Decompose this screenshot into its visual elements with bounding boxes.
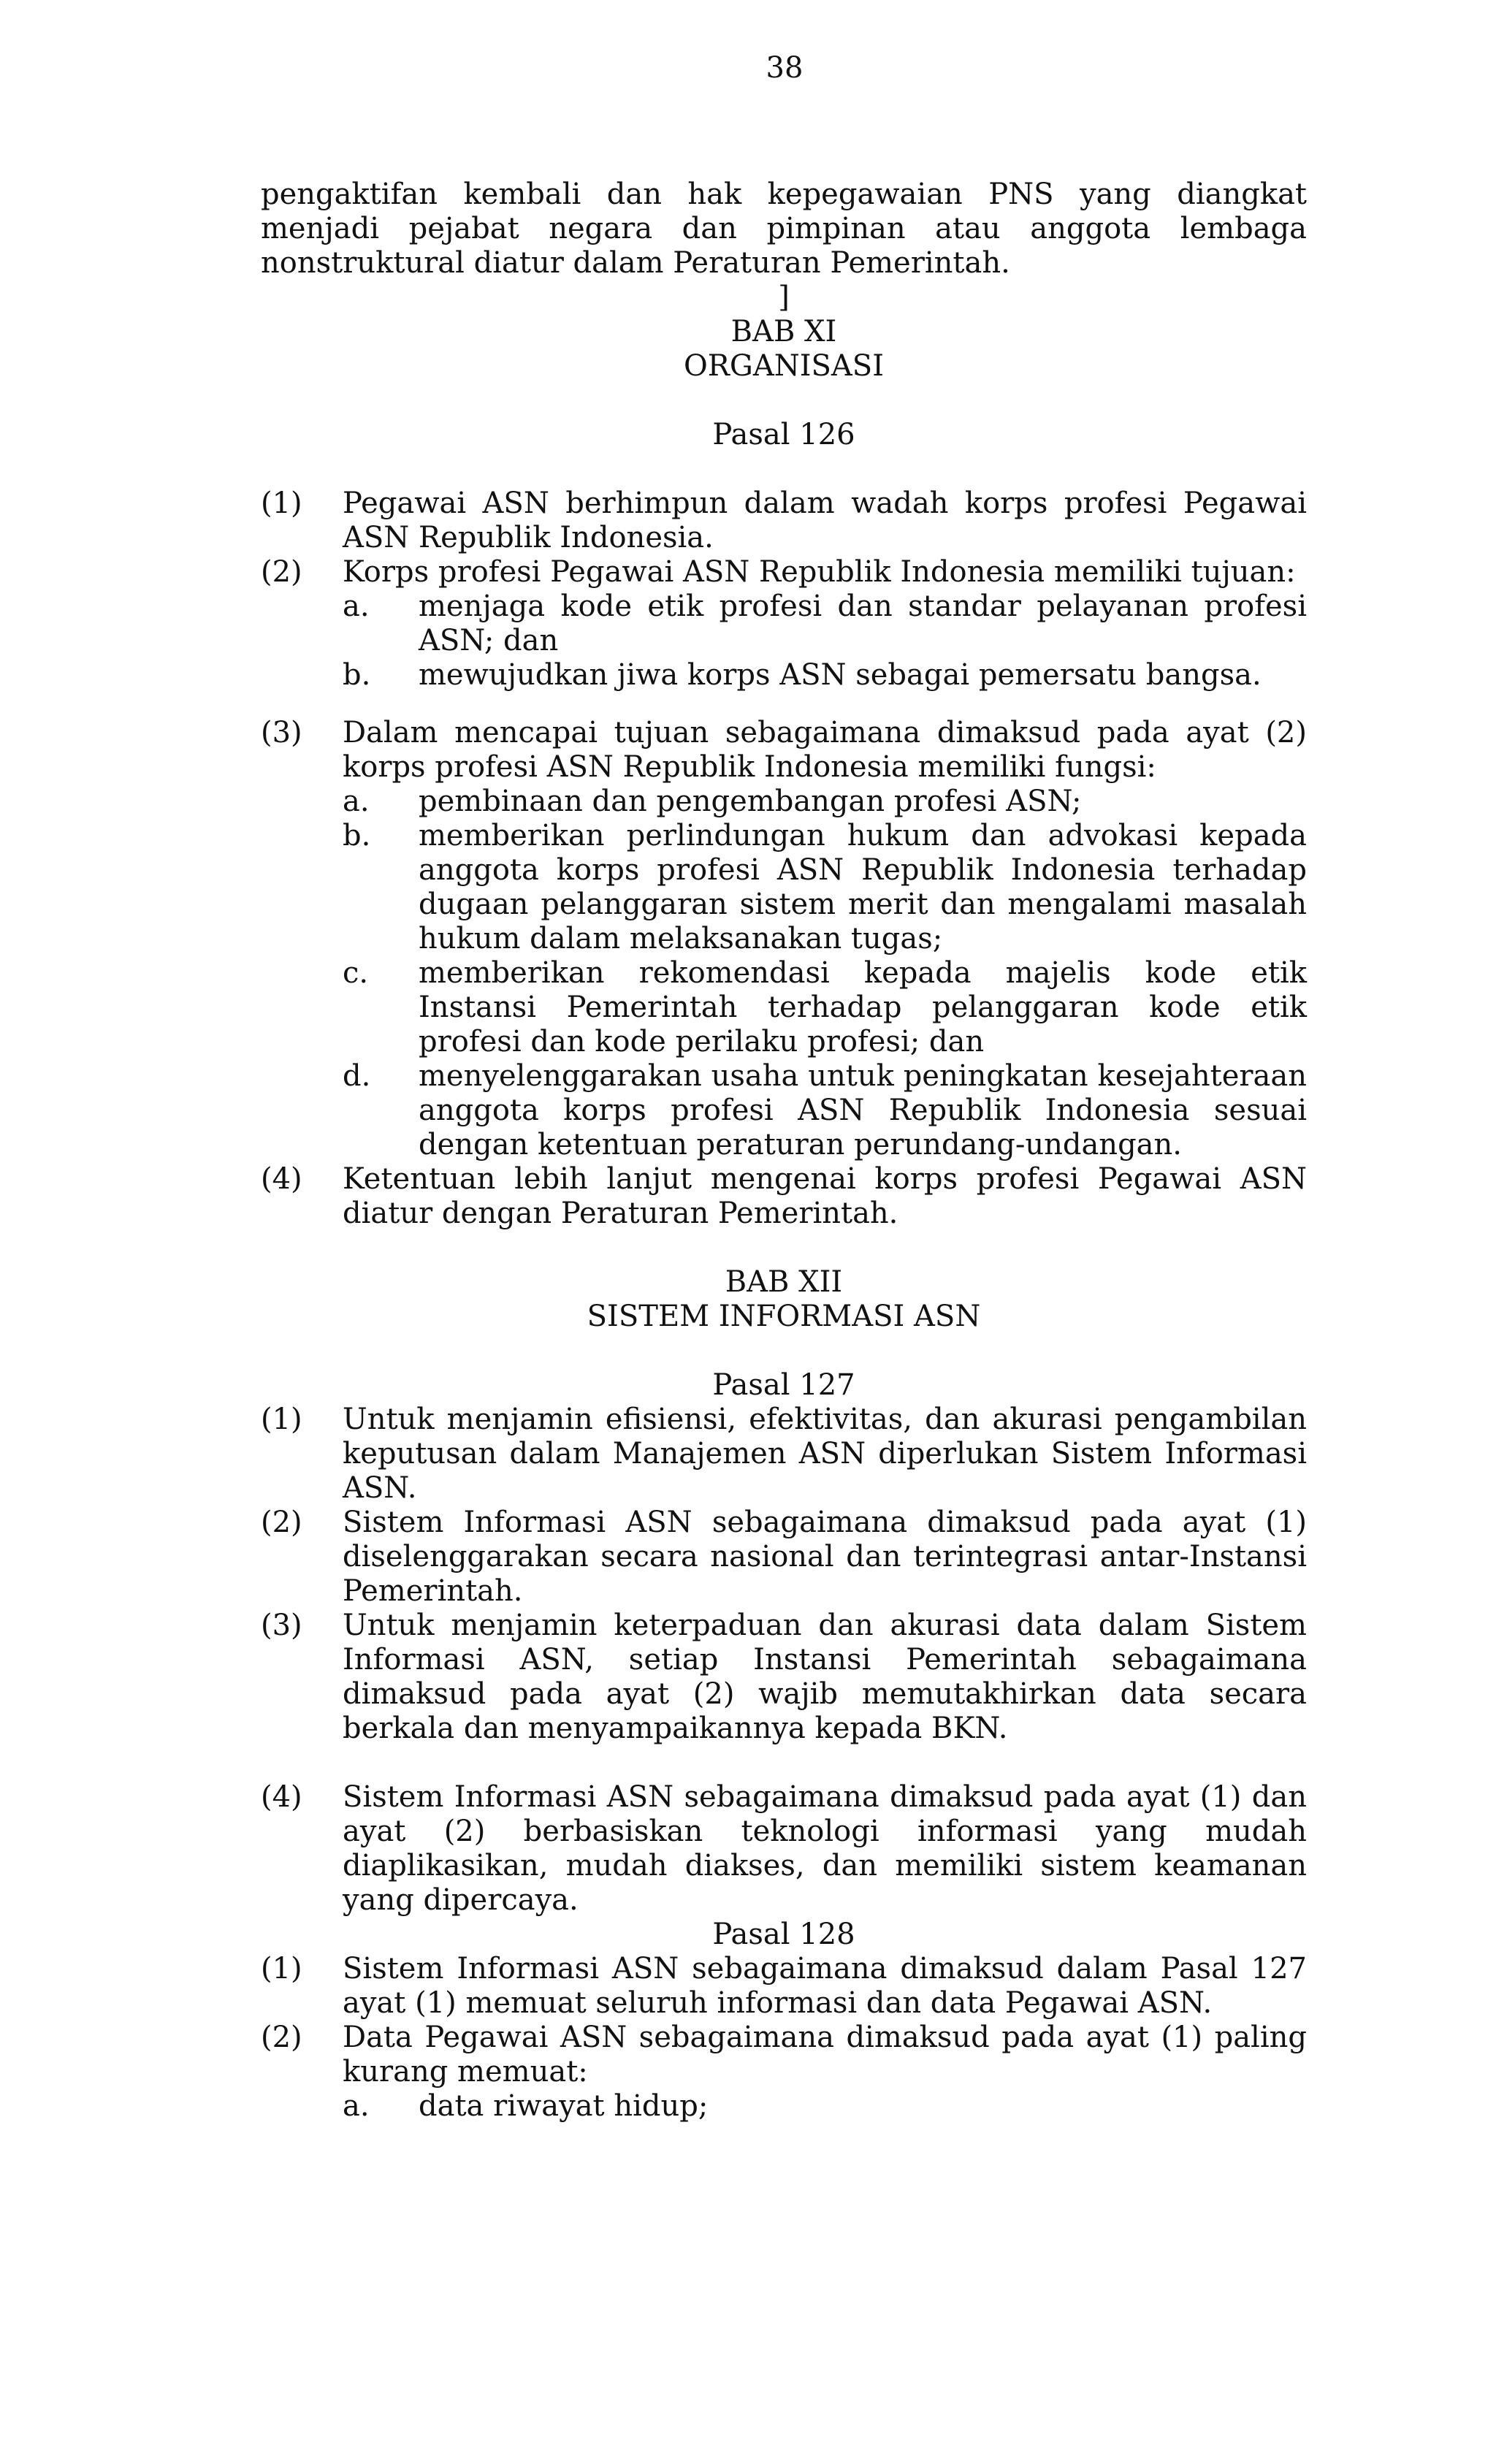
item-text: Sistem Informasi ASN sebagaimana dimaksud dalam Pasal 127 ayat (1) memuat seluruh informasi dan data Pegawai ASN. — [343, 1952, 1307, 2020]
item-number: (4) — [261, 1780, 302, 1814]
article-126-item-1 — [261, 487, 1307, 555]
article-126-item-3-sub-c — [343, 956, 1307, 1059]
article-heading-127: Pasal 127 — [712, 1368, 855, 1402]
chapter-heading-xii: BAB XII — [725, 1265, 843, 1299]
article-126-item-2-sub-b — [343, 658, 1307, 693]
article-127-item-1 — [261, 1403, 1307, 1506]
sub-text: mewujudkan jiwa korps ASN sebagai pemersatu bangsa. — [419, 658, 1262, 692]
sub-text: memberikan rekomendasi kepada majelis kode etik Instansi Pemerintah terhadap pelanggaran kode etik profesi dan kode perilaku profesi; dan — [419, 956, 1307, 1059]
item-number: (3) — [261, 1609, 302, 1642]
item-text: Untuk menjamin keterpaduan dan akurasi data dalam Sistem Informasi ASN, setiap Instansi Pemerintah sebagaimana dimaksud pada ayat (2) wajib memutakhirkan data secara berkala dan menyampaikannya kepada BKN. — [343, 1609, 1307, 1745]
intro-paragraph: pengaktifan kembali dan hak kepegawaian PNS yang diangkat menjadi pejabat negara dan pimpinan atau anggota lembaga nonstruktural diatur dalam Peraturan Pemerintah. — [261, 178, 1307, 280]
article-heading-128: Pasal 128 — [712, 1918, 855, 1951]
chapter-title-xii: SISTEM INFORMASI ASN — [587, 1300, 981, 1333]
article-128-item-2-sub-a — [343, 2089, 1307, 2124]
sub-letter: d. — [343, 1059, 371, 1093]
sub-text: memberikan perlindungan hukum dan advokasi kepada anggota korps profesi ASN Republik Indonesia terhadap dugaan pelanggaran sistem merit dan mengalami masalah hukum dalam melaksanakan tugas; — [419, 819, 1307, 956]
chapter-heading-xi: BAB XI — [730, 315, 837, 348]
item-text: Ketentuan lebih lanjut mengenai korps profesi Pegawai ASN diatur dengan Peraturan Pemerintah. — [343, 1162, 1307, 1230]
sub-text: menyelenggarakan usaha untuk peningkatan kesejahteraan anggota korps profesi ASN Republik Indonesia sesuai dengan ketentuan peraturan perundang-undangan. — [419, 1059, 1307, 1162]
article-126-item-3 — [261, 716, 1307, 785]
article-128-item-2 — [261, 2021, 1307, 2089]
article-127-item-2 — [261, 1506, 1307, 1609]
article-127-item-4 — [261, 1780, 1307, 1918]
item-number: (3) — [261, 716, 302, 750]
bracket-mark: ] — [778, 281, 790, 314]
article-126-item-2-sub-a — [343, 590, 1307, 658]
sub-text: pembinaan dan pengembangan profesi ASN; — [419, 785, 1082, 818]
item-number: (1) — [261, 1952, 302, 1986]
item-text: Dalam mencapai tujuan sebagaimana dimaksud pada ayat (2) korps profesi ASN Republik Indonesia memiliki fungsi: — [343, 716, 1307, 784]
article-126-item-2 — [261, 555, 1307, 590]
page-content — [261, 178, 1307, 2124]
item-number: (2) — [261, 1506, 302, 1539]
sub-letter: c. — [343, 956, 369, 990]
sub-letter: a. — [343, 2089, 370, 2123]
page-number: 38 — [766, 51, 804, 85]
item-text: Data Pegawai ASN sebagaimana dimaksud pada ayat (1) paling kurang memuat: — [343, 2021, 1307, 2089]
article-126-item-3-sub-a — [343, 785, 1307, 819]
item-number: (2) — [261, 2021, 302, 2054]
article-126-item-3-sub-b — [343, 819, 1307, 956]
sub-letter: b. — [343, 819, 371, 853]
item-text: Korps profesi Pegawai ASN Republik Indonesia memiliki tujuan: — [343, 555, 1296, 589]
item-text: Untuk menjamin efisiensi, efektivitas, dan akurasi pengambilan keputusan dalam Manajemen ASN diperlukan Sistem Informasi ASN. — [343, 1403, 1307, 1505]
article-126-item-4 — [261, 1162, 1307, 1231]
sub-letter: a. — [343, 785, 370, 818]
article-126-item-3-sub-d — [343, 1059, 1307, 1162]
article-heading-126: Pasal 126 — [712, 418, 855, 451]
item-text: Sistem Informasi ASN sebagaimana dimaksud pada ayat (1) dan ayat (2) berbasiskan teknologi informasi yang mudah diaplikasikan, mudah diakses, dan memiliki sistem keamanan yang dipercaya. — [343, 1780, 1307, 1917]
item-text: Sistem Informasi ASN sebagaimana dimaksud pada ayat (1) diselenggarakan secara nasional dan terintegrasi antar-Instansi Pemerintah. — [343, 1506, 1307, 1608]
article-127-item-3 — [261, 1609, 1307, 1746]
chapter-title-xi: ORGANISASI — [683, 349, 885, 383]
article-128-item-1 — [261, 1952, 1307, 2021]
item-number: (1) — [261, 487, 302, 520]
item-number: (4) — [261, 1162, 302, 1196]
item-number: (2) — [261, 555, 302, 589]
sub-letter: b. — [343, 658, 371, 692]
item-number: (1) — [261, 1403, 302, 1436]
sub-text: data riwayat hidup; — [419, 2089, 709, 2123]
sub-text: menjaga kode etik profesi dan standar pelayanan profesi ASN; dan — [419, 590, 1307, 657]
item-text: Pegawai ASN berhimpun dalam wadah korps profesi Pegawai ASN Republik Indonesia. — [343, 487, 1307, 554]
sub-letter: a. — [343, 590, 370, 623]
